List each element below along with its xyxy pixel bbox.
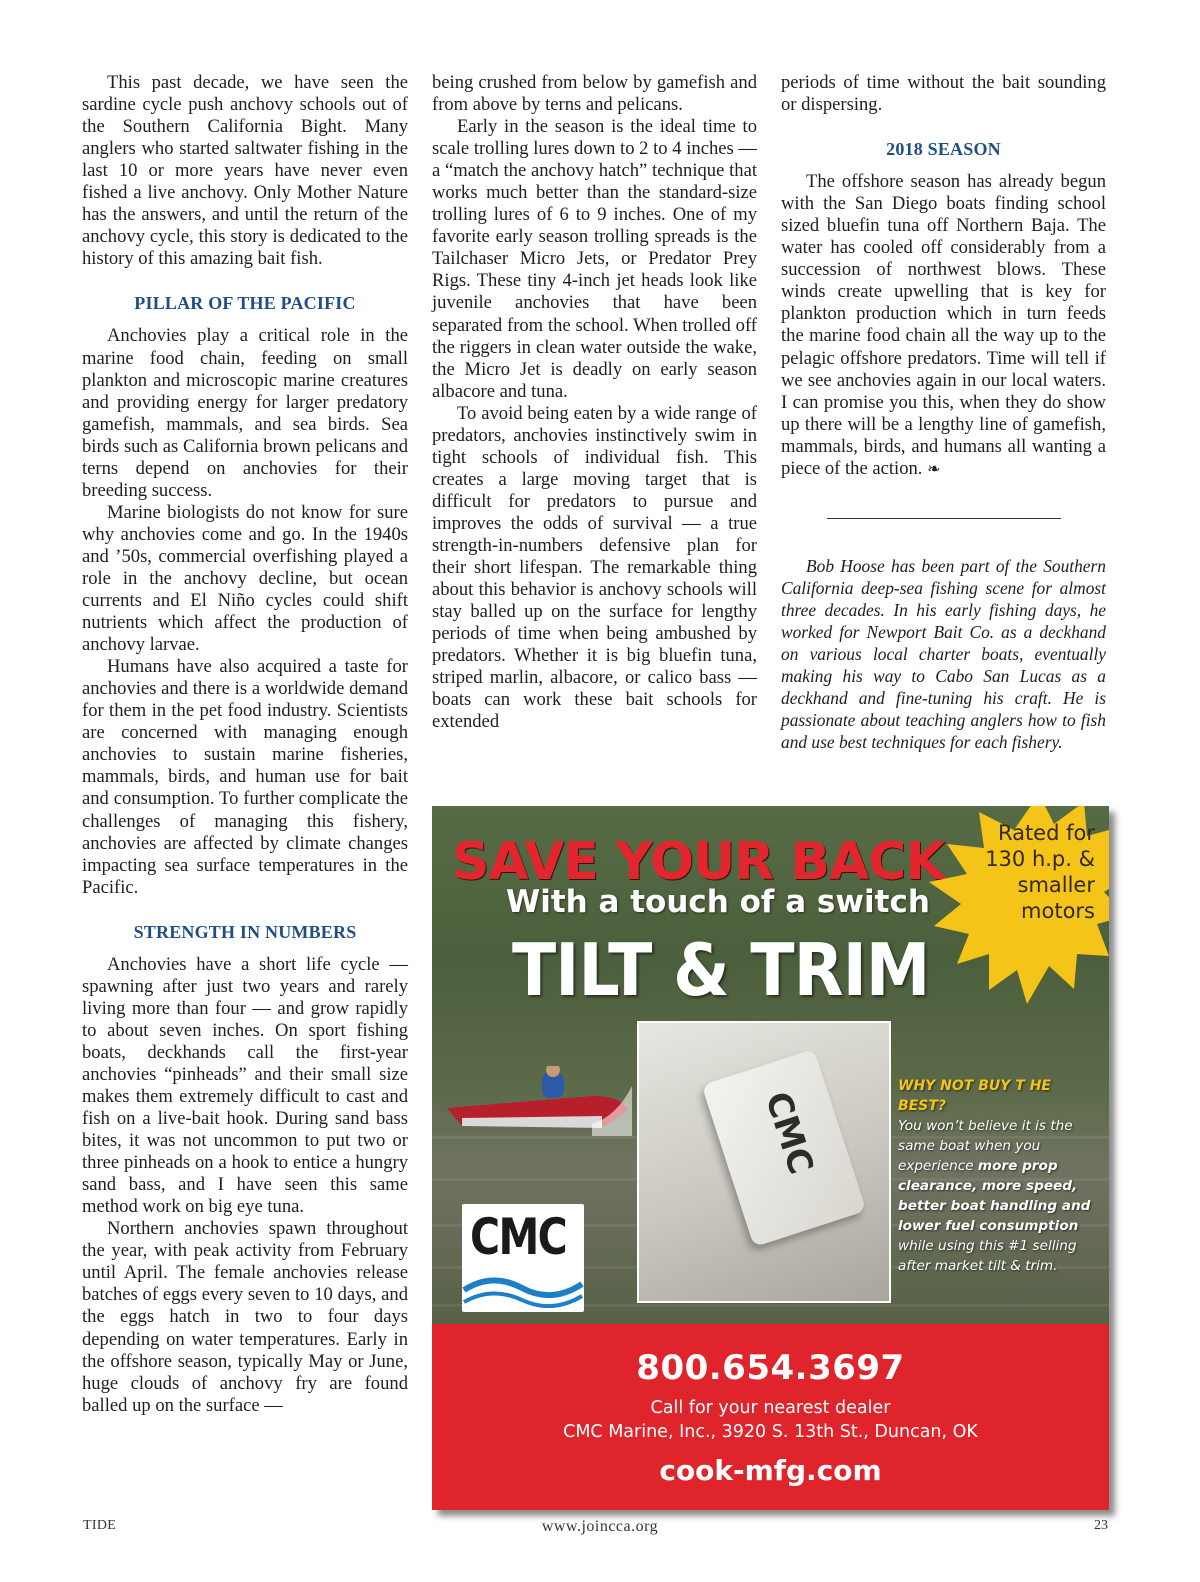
article-column-2: [432, 72, 757, 733]
ad-product-name: TILT & TRIM: [512, 928, 930, 1012]
paragraph: Early in the season is the ideal time to scale trolling lures down to 2 to 4 inches — a “match the anchovy hatch” technique that works much better than the standard-size trolling lures of 6 to 9 inches. One of my favorite early season trolling spreads is the Tailchaser Micro Jets, or Predator Prey Rigs. These tiny 4-inch jet heads look like juvenile anchovies that have been separated from the school. When trolled off the riggers in clean water outside the wake, the Micro Jet is deadly on early season albacore and tuna.: [432, 116, 757, 402]
article-column-1: [82, 72, 408, 1417]
ad-phone[interactable]: 800.654.3697: [636, 1348, 905, 1388]
section-heading-pillar: PILLAR OF THE PACIFIC: [134, 293, 356, 314]
burst-line: motors: [1021, 899, 1095, 923]
paragraph: To avoid being eaten by a wide range of predators, anchovies instinctively swim in tight schools of individual fish. This creates a large moving target that is difficult for predators to pursue and improves the odds of survival — a true strength-in-numbers defensive plan for their short lifespan. The remarkable thing about this behavior is anchovy schools will stay balled up on the surface for lengthy periods of time when being ambushed by predators. Whether it is big bluefin tuna, striped marlin, albacore, or calico bass — boats can work these bait schools for extended: [432, 402, 757, 733]
divider: [827, 518, 1061, 519]
section-heading-strength: STRENGTH IN NUMBERS: [133, 921, 357, 942]
cmc-logo: [462, 1204, 584, 1312]
logo-text: CMC: [470, 1208, 567, 1266]
ad-info-text: [898, 1076, 1098, 1276]
ad-address: CMC Marine, Inc., 3920 S. 13th St., Duncan, OK: [563, 1422, 978, 1442]
paragraph: periods of time without the bait sounding or dispersing.: [781, 72, 1106, 116]
ad-headline: SAVE YOUR BACK: [452, 832, 945, 892]
burst-line: smaller: [1017, 873, 1095, 897]
paragraph: [781, 171, 1106, 481]
ad-photo: [432, 806, 1109, 1324]
paragraph: This past decade, we have seen the sardine cycle push anchovy schools out of the Southern California Bight. Many anglers who started saltwater fishing in the last 10 or more years have never even fished a live anchovy. Only Mother Nature has the answers, and until the return of the anchovy cycle, this story is dedicated to the history of this amazing bait fish.: [82, 72, 408, 270]
footer-url[interactable]: www.joincca.org: [541, 1518, 659, 1535]
info-text: You won’t believe it is the same boat when you experience: [898, 1118, 1073, 1174]
author-bio: Bob Hoose has been part of the Southern California deep-sea fishing scene for almost three decades. In his early fishing days, he worked for Newport Bait Co. as a deckhand on various local charter boats, eventually making his way to Cabo San Lucas as a deckhand and fine-tuning his craft. He is passionate about teaching anglers how to fish and use best techniques for each fishery.: [781, 555, 1106, 753]
section-heading-season: 2018 SEASON: [886, 139, 1001, 160]
article-column-3: [781, 72, 1106, 753]
paragraph-text: The offshore season has already begun with the San Diego boats finding school sized bluefin tuna off Northern Baja. The water has cooled off considerably from a succession of northwest blows. These winds create upwelling that is key for plankton production which in turn feeds the marine food chain all the way up to the pelagic offshore predators. Time will tell if we see anchovies again in our local waters. I can promise you this, when they do show up there will be a lengthy line of gamefish, mammals, birds, and humans all wanting a piece of the action.: [781, 171, 1106, 479]
footer-magazine-name: TIDE: [83, 1518, 117, 1533]
info-bold-text: more prop clearance, more speed, better boat handling and lower fuel consumption: [898, 1158, 1091, 1234]
paragraph: Northern anchovies spawn throughout the year, with peak activity from February until April. The female anchovies release batches of eggs every seven to 10 days, and the eggs hatch in two to four days depending on water temperatures. Early in the offshore season, typically May or June, huge clouds of anchovy fry are found balled up on the surface —: [82, 1218, 408, 1416]
paragraph: Marine biologists do not know for sure why anchovies come and go. In the 1940s and ’50s, commercial overfishing played a role in the anchovy decline, but ocean currents and El Niño cycles could shift nutrients which affect the production of anchovy larvae.: [82, 501, 408, 656]
wave-icon: [462, 1268, 584, 1308]
cmc-tilt-trim-ad[interactable]: [432, 806, 1109, 1510]
paragraph: Anchovies play a critical role in the marine food chain, feeding on small plankton and microscopic marine creatures and providing energy for larger predatory gamefish, mammals, and sea birds. Sea birds such as California brown pelicans and terns depend on anchovies for their breeding success.: [82, 325, 408, 501]
boat-illustration: [442, 1066, 632, 1136]
ad-contact-panel: [432, 1324, 1109, 1510]
info-question: WHY NOT BUY T HE BEST?: [898, 1078, 1051, 1114]
end-mark-icon: ❧: [927, 460, 941, 478]
ad-subhead: With a touch of a switch: [506, 884, 930, 920]
paragraph: Anchovies have a short life cycle — spawning after just two years and rarely living more than four — and grow rapidly to about seven inches. On sport fishing boats, deckhands call the first-year anchovies “pinheads” and their small size makes them extremely difficult to cast and fish on a live-bait hook. During sand bass bites, it was not uncommon to put two or three pinheads on a hook to entice a hungry sand bass, and I have seen this same method work on big eye tuna.: [82, 953, 408, 1218]
burst-line: Rated for: [997, 821, 1095, 845]
burst-text: [965, 820, 1095, 924]
paragraph: Humans have also acquired a taste for anchovies and there is a worldwide demand for them in the pet food industry. Scientists are concerned with managing enough anchovies to sustain marine fisheries, mammals, birds, and human use for bait and consumption. To further complicate the challenges of managing this fishery, anchovies are affected by climate changes impacting sea surface temperatures in the Pacific.: [82, 656, 408, 898]
motor-brand-label: CMC: [756, 1086, 821, 1180]
tilt-trim-unit-photo: [637, 1021, 891, 1303]
paragraph: being crushed from below by gamefish and from above by terns and pelicans.: [432, 72, 757, 116]
ad-website-link[interactable]: cook-mfg.com: [659, 1454, 882, 1487]
ad-call-text: Call for your nearest dealer: [650, 1398, 891, 1418]
page-number: 23: [1094, 1518, 1108, 1533]
info-text: while using this #1 selling after market tilt & trim.: [898, 1238, 1077, 1274]
burst-line: 130 h.p. &: [985, 847, 1095, 871]
